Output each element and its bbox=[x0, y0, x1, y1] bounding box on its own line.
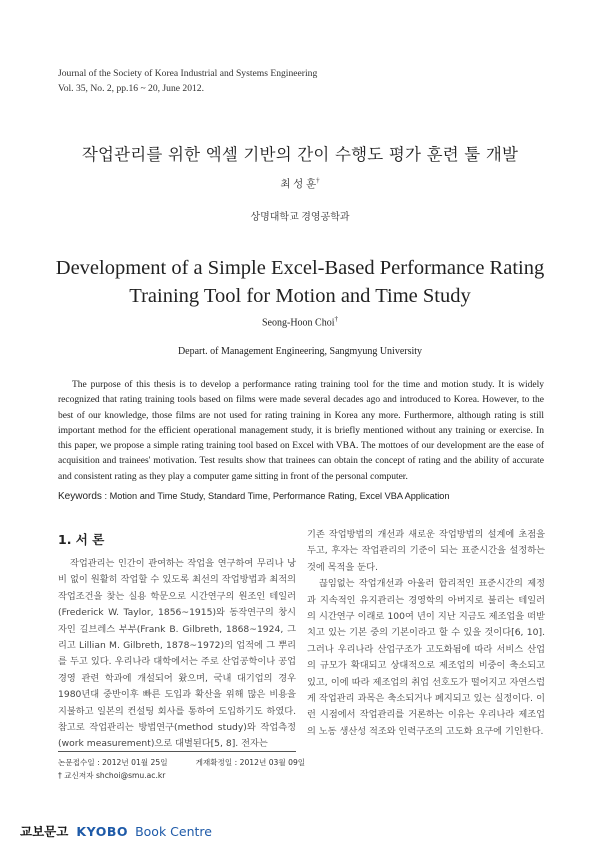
title-korean: 작업관리를 위한 엑셀 기반의 간이 수행도 평가 훈련 툴 개발 bbox=[81, 145, 519, 164]
kyobo-logo bbox=[20, 821, 212, 840]
received-date: 논문접수일 : 2012년 01월 25일 bbox=[58, 758, 168, 767]
logo-korean: 교보문고 bbox=[20, 824, 69, 839]
logo-kyobo: KYOBO bbox=[76, 824, 128, 839]
abstract: The purpose of this thesis is to develop a performance rating training tool for the time and motion study. It is widely recognized that rating training tools based on films were made several decades ago and introduced to Korea. However, to the best of our knowledge, those films are not used for rating training in Korea any more. Furthermore, although rating is still important method for the efficient operational management study, it is briefly mentioned without any training or exercise. In this paper, we propose a simple rating training tool based on Excel with VBA. The mottoes of our development are the ease of acquisition and trainees' motivation. Test results show that trainees can obtain the concept of rating and the ability of accurate and consistent rating as they play a computer game sitting in front of the personal computer. bbox=[58, 380, 544, 482]
affiliation-english: Depart. of Management Engineering, Sangmyung University bbox=[177, 346, 423, 357]
section-heading-introduction: 1. 서 론 bbox=[58, 532, 105, 547]
footnote-dates bbox=[58, 757, 305, 768]
footnote-corresponding: † 교신저자 shchoi@smu.ac.kr bbox=[58, 771, 166, 780]
corresponding-mark: † bbox=[316, 176, 320, 185]
paragraph: 작업관리는 인간이 관여하는 작업을 연구하여 무리나 낭비 없이 원활히 작업할 수 있도록 최선의 작업방법과 최적의 작업조건을 찾는 실용 학문으로 시간연구의 원조인 테일러(Frederick W. Taylor, 1856~1915)와 동작연구의 창시자인 길브레스 부부(Frank B. Gilbreth, 1868~1924, 그리고 Lillian M. Gilbreth, 1878~1972)의 업적에 그 뿌리를 두고 있다. 우리나라 대학에서는 주로 산업공학이나 공업경영 관련 학과에 개설되어 왔으며, 국내 대기업의 경우 1980년대 중반이후 빠른 도입과 확산을 위해 많은 비용을 지불하고 일본의 컨설팅 회사를 통하여 도입하기도 하였다. 참고로 작업관리는 방법연구(method study)와 작업측정(work measurement)으로 대별된다[5, 8]. 전자는 bbox=[58, 558, 296, 750]
journal-header bbox=[58, 66, 317, 96]
accepted-date: 게재확정일 : 2012년 03월 09일 bbox=[195, 758, 306, 767]
journal-name: Journal of the Society of Korea Industrial and Systems Engineering bbox=[58, 68, 318, 79]
right-column bbox=[307, 527, 545, 740]
author-korean-name: 최 성 훈 bbox=[280, 179, 317, 190]
corresponding-mark-en: † bbox=[334, 315, 338, 323]
author-korean bbox=[0, 176, 600, 191]
left-column bbox=[58, 556, 296, 753]
author-english bbox=[0, 315, 600, 328]
paragraph: 끊임없는 작업개선과 아울러 합리적인 표준시간의 제정과 지속적인 유지관리는 경영학의 아버지로 불리는 테일러의 시간연구 이래로 100여 년이 지난 지금도 제조업을 떠받치고 있는 기본 중의 기본이라고 할 수 있을 것이다[6, 10]. 그러나 우리나라 산업구조가 고도화됨에 따라 서비스 산업의 규모가 확대되고 상대적으로 제조업의 비중이 축소되고 있고, 이에 따라 제조업의 취업 선호도가 떨어지고 자연스럽게 작업관리 과목은 축소되거나 폐지되고 있는 실정이다. 이런 시점에서 작업관리를 거론하는 이유는 우리나라 제조업의 노동 생산성 적조와 인력구조의 고도화 요구에 기인한다. bbox=[307, 578, 545, 737]
keywords-text: : Motion and Time Study, Standard Time, Performance Rating, Excel VBA Application bbox=[104, 491, 450, 501]
affiliation-korean: 상명대학교 경영공학과 bbox=[250, 212, 350, 223]
logo-book-centre: Book Centre bbox=[135, 824, 212, 839]
author-english-name: Seong-Hoon Choi bbox=[262, 317, 335, 329]
paragraph: 기존 작업방법의 개선과 새로운 작업방법의 설계에 초점을 두고, 후자는 작업관리의 기준이 되는 표준시간을 설정하는 것에 목적을 둔다. bbox=[307, 529, 545, 573]
footnote-divider bbox=[58, 751, 296, 752]
journal-volume: Vol. 35, No. 2, pp.16 ~ 20, June 2012. bbox=[58, 83, 204, 94]
keywords bbox=[58, 491, 450, 502]
title-english: Development of a Simple Excel-Based Performance Rating Training Tool for Motion and Time Study bbox=[55, 257, 545, 307]
keywords-label: Keywords bbox=[58, 491, 102, 502]
